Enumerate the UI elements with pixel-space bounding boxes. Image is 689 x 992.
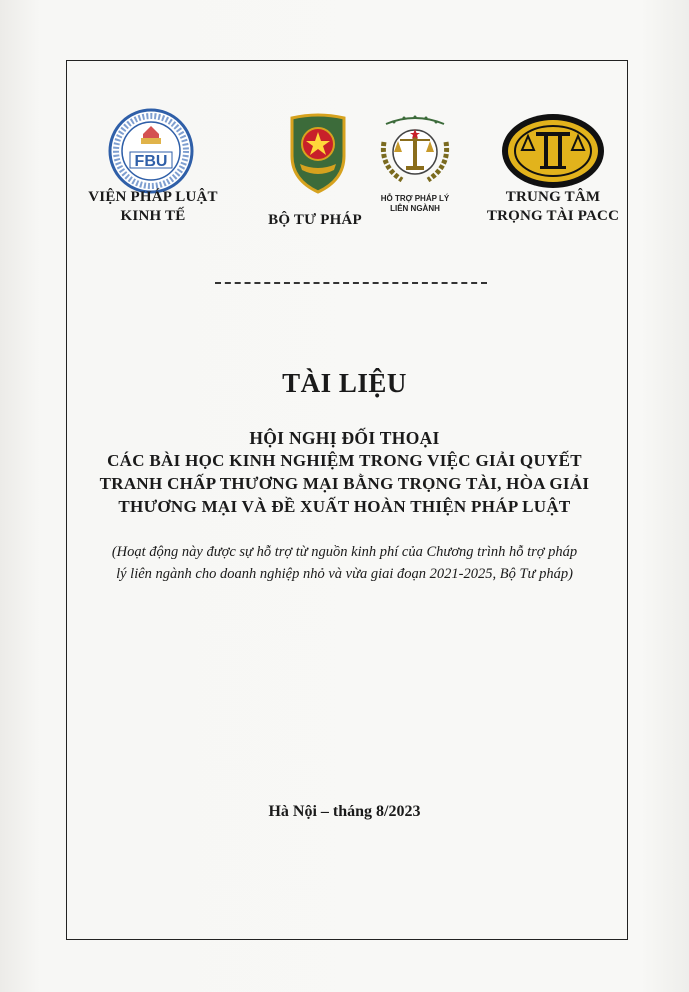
subtitle-line-1: CÁC BÀI HỌC KINH NGHIỆM TRONG VIỆC GIẢI QUYẾT (107, 451, 582, 470)
funding-note-line-1: (Hoạt động này được sự hỗ trợ từ nguồn kinh phí của Chương trình hỗ trợ pháp (111, 544, 578, 560)
fbu-logo-text: FBU (134, 153, 168, 170)
fbu-label-line-1: VIỆN PHÁP LUẬT (88, 189, 218, 205)
pacc-label-line-2: TRỌNG TÀI PACC (486, 208, 620, 224)
ministry-of-justice-label: BỘ TƯ PHÁP (268, 212, 362, 228)
legal-support-text-line-2: LIÊN NGÀNH (390, 204, 440, 213)
dashed-separator (215, 282, 487, 284)
fbu-institute-label (78, 188, 228, 226)
fbu-label-line-2: KINH TẾ (120, 208, 186, 224)
pacc-label-line-1: TRUNG TÂM (505, 189, 601, 205)
subtitle-line-2: TRANH CHẤP THƯƠNG MẠI BẰNG TRỌNG TÀI, HÒA GIẢI (99, 474, 590, 493)
legal-support-emblem-text (360, 194, 470, 214)
document-title: TÀI LIỆU (282, 368, 407, 398)
place-and-date: Hà Nội – tháng 8/2023 (268, 803, 421, 820)
conference-heading: HỘI NGHỊ ĐỐI THOẠI (249, 428, 440, 448)
funding-note-line-2: lý liên ngành cho doanh nghiệp nhỏ và vừa giai đoạn 2021-2025, Bộ Tư pháp) (116, 566, 573, 582)
pacc-center-label (480, 188, 626, 226)
fbu-logo-icon (108, 108, 194, 194)
legal-support-text-line-1: HỖ TRỢ PHÁP LÝ (380, 194, 450, 203)
subtitle-line-3: THƯƠNG MẠI VÀ ĐỀ XUẤT HOÀN THIỆN PHÁP LUẬT (118, 497, 571, 516)
ministry-of-justice-emblem-icon (288, 112, 348, 194)
pacc-arbitration-logo-icon (500, 112, 606, 190)
